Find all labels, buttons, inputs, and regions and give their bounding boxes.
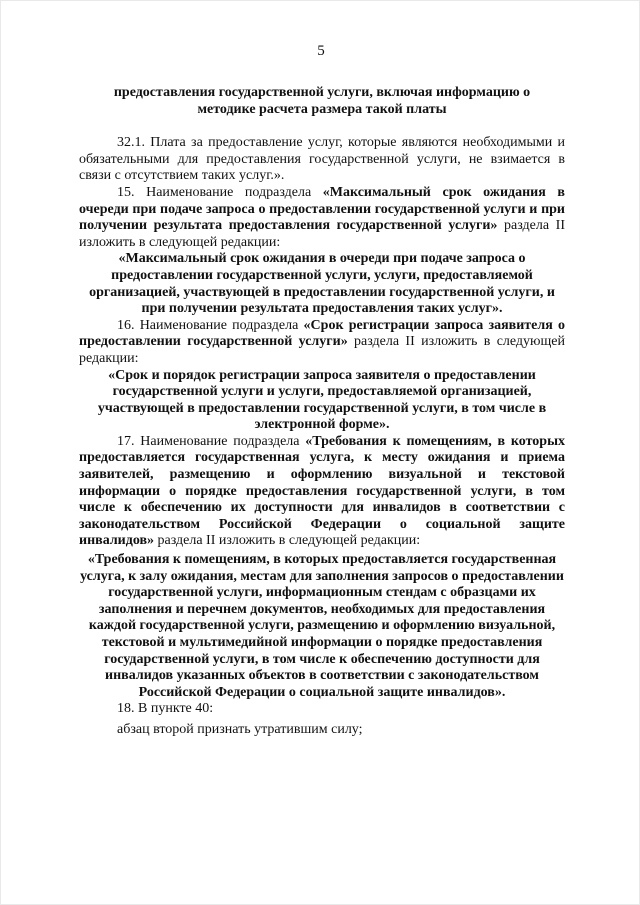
quote-15: «Максимальный срок ожидания в очереди при подаче запроса о предоставлении государственной услуги, услуги, предоставляемой организацией, участвующей в предоставлении государственной услуги, и при получении результата предоставления таких услуг». — [89, 251, 555, 317]
paragraph-32-1: 32.1. Плата за предоставление услуг, которые являются необходимыми и обязательными для предоставления государственной услуги, не взимается в связи с отсутствием таких услуг.». — [79, 135, 565, 184]
paragraph-16: 16. Наименование подраздела «Срок регистрации запроса заявителя о предоставлении государственной услуги» раздела II изложить в следующей редакции: — [79, 317, 565, 366]
document-body — [79, 85, 565, 739]
quote-17: «Требования к помещениям, в которых предоставляется государственная услуга, к залу ожидания, местам для заполнения запросов о предоставлении государственной услуги, информационным стендам с образцами их заполнения и перечнем документов, необходимых для предоставления каждой государственной услуги, размещению и оформлению визуальной, текстовой и мультимедийной информации о порядке предоставления государственной услуги, в том числе к обеспечению доступности для инвалидов указанных объектов в соответствии с законодательством Российской Федерации о социальной защите инвалидов». — [80, 552, 564, 700]
paragraph-17: 17. Наименование подраздела «Требования к помещениям, в которых предоставляется государственная услуга, к месту ожидания и приема заявителей, размещению и оформлению визуальной и текстовой информации о порядке предоставления государственной услуги, в том числе к обеспечению их доступности для инвалидов в соответствии с законодательством Российской Федерации о социальной защите инвалидов» раздела II изложить в следующей редакции: — [79, 433, 565, 549]
quote-16: «Срок и порядок регистрации запроса заявителя о предоставлении государственной услуги и услуги, предоставляемой организацией, участвующей в предоставлении государственной услуги, в том числе в электронной форме». — [97, 367, 547, 433]
paragraph-18: 18. В пункте 40: — [117, 701, 214, 717]
page-number: 5 — [317, 43, 325, 59]
paragraph-18-line: абзац второй признать утратившим силу; — [117, 721, 363, 737]
section-heading: предоставления государственной услуги, включая информацию о методике расчета размера такой платы — [113, 85, 531, 117]
paragraph-15: 15. Наименование подраздела «Максимальный срок ожидания в очереди при подаче запроса о предоставлении государственной услуги и при получении результата предоставления государственной услуги» раздела II изложить в следующей редакции: — [79, 184, 565, 250]
